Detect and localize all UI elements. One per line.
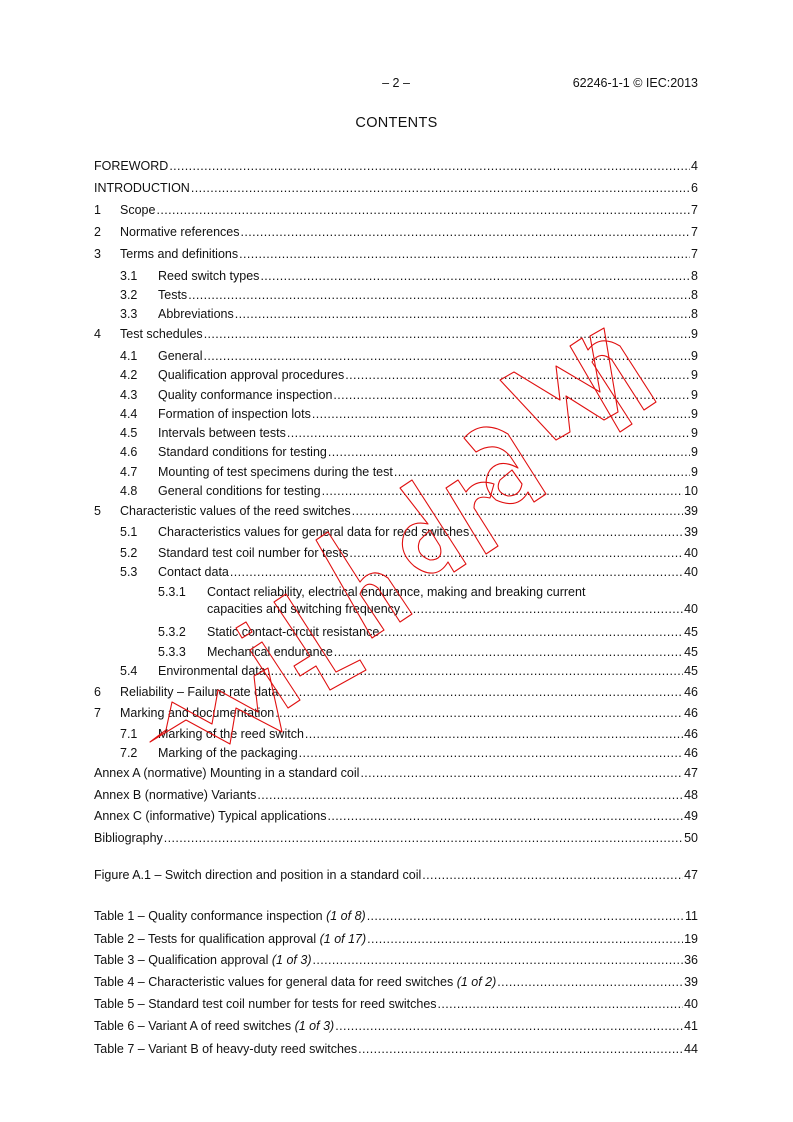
dot-leader: [421, 867, 683, 883]
toc-label-part: (1 of 3): [294, 1019, 335, 1033]
toc-entry[interactable]: [94, 387, 698, 403]
dot-leader: [274, 705, 683, 721]
toc-page-number: 7: [691, 225, 698, 239]
dot-leader: [229, 564, 683, 580]
dot-leader: [344, 367, 690, 383]
toc-page-number: 9: [691, 327, 698, 341]
toc-label: Table 2 – Tests for qualification approval (1 of 17): [94, 932, 367, 946]
toc-page-number: 8: [691, 307, 698, 321]
dot-leader: [168, 158, 690, 174]
toc-label-part: (1 of 8): [326, 909, 366, 923]
toc-label: Mounting of test specimens during the test: [158, 465, 393, 479]
dot-leader: [202, 348, 690, 364]
toc-number: 3.1: [120, 269, 138, 283]
toc-page-number: 36: [684, 953, 698, 967]
toc-page-number: 45: [684, 625, 698, 639]
toc-number: 4.4: [120, 407, 138, 421]
toc-entry[interactable]: [94, 406, 698, 422]
toc-entry[interactable]: [94, 268, 698, 284]
toc-number: 6: [94, 685, 101, 699]
dot-leader: [437, 996, 684, 1012]
toc-label: INTRODUCTION: [94, 181, 190, 195]
toc-number: 4.5: [120, 426, 138, 440]
list-of-tables-entry[interactable]: [94, 996, 698, 1012]
watermark-letter-w2: [500, 328, 618, 440]
toc-label: FOREWORD: [94, 159, 169, 173]
toc-page-number: 39: [684, 504, 698, 518]
dot-leader: [496, 974, 683, 990]
toc-page-number: 45: [684, 645, 698, 659]
toc-page-number: 46: [684, 746, 698, 760]
toc-number: 5.4: [120, 664, 138, 678]
toc-entry[interactable]: [94, 224, 698, 240]
list-of-tables-entry[interactable]: [94, 952, 698, 968]
dot-leader: [298, 745, 683, 761]
toc-entry[interactable]: [94, 684, 698, 700]
toc-label: Mechanical endurance: [207, 645, 333, 659]
toc-page-number: 10: [684, 484, 698, 498]
toc-page-number: 49: [684, 809, 698, 823]
toc-page-number: 8: [691, 269, 698, 283]
list-of-tables-entry[interactable]: [94, 1018, 698, 1034]
toc-label: Terms and definitions: [120, 247, 239, 261]
toc-entry[interactable]: [94, 624, 698, 640]
toc-label: Table 7 – Variant B of heavy-duty reed switches: [94, 1042, 358, 1056]
toc-entry[interactable]: [94, 246, 698, 262]
toc-entry[interactable]: [94, 287, 698, 303]
toc-page-number: 46: [684, 706, 698, 720]
dot-leader: [163, 830, 683, 846]
toc-label: Table 1 – Quality conformance inspection (1 of 8): [94, 909, 366, 923]
toc-entry-continuation[interactable]: [207, 601, 698, 617]
toc-page-number: 19: [684, 932, 698, 946]
toc-label: Formation of inspection lots: [158, 407, 311, 421]
toc-number: 4.3: [120, 388, 138, 402]
list-of-figures-entry[interactable]: [94, 867, 698, 883]
toc-entry[interactable]: [94, 503, 698, 519]
toc-page-number: 9: [691, 445, 698, 459]
toc-label: Static contact-circuit resistance: [207, 625, 380, 639]
toc-label: Marking of the packaging: [158, 746, 298, 760]
toc-number: 3.3: [120, 307, 138, 321]
toc-page-number: 48: [684, 788, 698, 802]
dot-leader: [348, 545, 683, 561]
toc-page-number: 47: [684, 868, 698, 882]
toc-number: 7: [94, 706, 101, 720]
toc-page-number: 40: [684, 565, 698, 579]
dot-leader: [155, 202, 690, 218]
dot-leader: [259, 268, 690, 284]
toc-label: Characteristics values for general data for reed switches: [158, 525, 470, 539]
toc-entry[interactable]: [94, 425, 698, 441]
dot-leader: [327, 808, 684, 824]
toc-label: Table 4 – Characteristic values for general data for reed switches (1 of 2): [94, 975, 497, 989]
toc-entry[interactable]: [94, 726, 698, 742]
toc-entry[interactable]: [94, 787, 698, 803]
dot-leader: [238, 246, 690, 262]
toc-number: 4.7: [120, 465, 138, 479]
toc-entry[interactable]: [94, 705, 698, 721]
toc-label: Standard conditions for testing: [158, 445, 327, 459]
dot-leader: [400, 601, 683, 617]
toc-entry[interactable]: [94, 444, 698, 460]
toc-page-number: 45: [684, 664, 698, 678]
toc-number: 5.3: [120, 565, 138, 579]
toc-label: General: [158, 349, 203, 363]
list-of-tables-entry[interactable]: [94, 931, 698, 947]
dot-leader: [240, 224, 691, 240]
toc-page-number: 41: [684, 1019, 698, 1033]
toc-entry[interactable]: [94, 326, 698, 342]
dot-leader: [327, 444, 690, 460]
toc-page-number: 9: [691, 368, 698, 382]
list-of-tables-entry[interactable]: [94, 974, 698, 990]
dot-leader: [256, 787, 683, 803]
dot-leader: [312, 952, 684, 968]
dot-leader: [266, 663, 683, 679]
toc-page-number: 6: [691, 181, 698, 195]
toc-page-number: 7: [691, 203, 698, 217]
toc-label: Marking of the reed switch: [158, 727, 304, 741]
toc-label-part: (1 of 17): [319, 932, 367, 946]
toc-label: Contact data: [158, 565, 229, 579]
toc-entry[interactable]: [94, 483, 698, 499]
toc-page-number: 40: [684, 997, 698, 1011]
toc-page-number: 39: [684, 525, 698, 539]
dot-leader: [187, 287, 690, 303]
toc-page-number: 50: [684, 831, 698, 845]
toc-label-part: (1 of 3): [271, 953, 312, 967]
toc-label: Qualification approval procedures: [158, 368, 345, 382]
toc-label: Figure A.1 – Switch direction and position in a standard coil: [94, 868, 422, 882]
toc-entry[interactable]: [94, 663, 698, 679]
dot-leader: [351, 503, 683, 519]
toc-entry[interactable]: [94, 524, 698, 540]
dot-leader: [234, 306, 690, 322]
toc-number: 4.2: [120, 368, 138, 382]
toc-label: General conditions for testing: [158, 484, 321, 498]
toc-page-number: 47: [684, 766, 698, 780]
contents-title: CONTENTS: [355, 115, 438, 131]
toc-entry[interactable]: [94, 644, 698, 660]
toc-label: Bibliography: [94, 831, 163, 845]
dot-leader: [304, 726, 683, 742]
list-of-tables-entry[interactable]: [94, 908, 698, 924]
toc-page-number: 4: [691, 159, 698, 173]
toc-label: Normative references: [120, 225, 240, 239]
toc-label: Contact reliability, electrical endurance, making and breaking current: [207, 585, 586, 599]
toc-label: Table 6 – Variant A of reed switches (1 of 3): [94, 1019, 335, 1033]
toc-number: 5.3.2: [158, 625, 186, 639]
toc-label: capacities and switching frequency: [207, 602, 401, 616]
toc-number: 3.2: [120, 288, 138, 302]
toc-page-number: 8: [691, 288, 698, 302]
toc-label: Annex A (normative) Mounting in a standard coil: [94, 766, 360, 780]
toc-entry[interactable]: [94, 808, 698, 824]
toc-number: 7.1: [120, 727, 138, 741]
toc-number: 5.1: [120, 525, 138, 539]
toc-page-number: 7: [691, 247, 698, 261]
dot-leader: [334, 1018, 683, 1034]
toc-label: Marking and documentation: [120, 706, 275, 720]
dot-leader: [332, 387, 690, 403]
toc-page-number: 9: [691, 426, 698, 440]
toc-number: 2: [94, 225, 101, 239]
toc-entry[interactable]: [94, 745, 698, 761]
page-header-standard: 62246-1-1 © IEC:2013: [572, 76, 698, 90]
toc-number: 3: [94, 247, 101, 261]
toc-label: Intervals between tests: [158, 426, 286, 440]
toc-entry[interactable]: [94, 367, 698, 383]
toc-label: Annex C (informative) Typical applications: [94, 809, 327, 823]
dot-leader: [366, 931, 683, 947]
toc-number: 1: [94, 203, 101, 217]
dot-leader: [366, 908, 684, 924]
toc-entry[interactable]: [94, 584, 698, 600]
toc-page-number: 11: [685, 909, 698, 923]
toc-number: 4.1: [120, 349, 138, 363]
toc-label: Standard test coil number for tests: [158, 546, 349, 560]
toc-label: Test schedules: [120, 327, 203, 341]
toc-page-number: 40: [684, 546, 698, 560]
dot-leader: [278, 684, 683, 700]
toc-label: Characteristic values of the reed switches: [120, 504, 351, 518]
toc-page-number: 39: [684, 975, 698, 989]
toc-label: Annex B (normative) Variants: [94, 788, 257, 802]
toc-number: 5.2: [120, 546, 138, 560]
toc-page-number: 46: [684, 685, 698, 699]
toc-entry[interactable]: [94, 158, 698, 174]
dot-leader: [190, 180, 690, 196]
toc-label: Scope: [120, 203, 156, 217]
toc-page-number: 9: [691, 465, 698, 479]
toc-entry[interactable]: [94, 564, 698, 580]
toc-entry[interactable]: [94, 306, 698, 322]
dot-leader: [359, 765, 683, 781]
toc-number: 5: [94, 504, 101, 518]
toc-entry[interactable]: [94, 464, 698, 480]
dot-leader: [393, 464, 690, 480]
toc-number: 7.2: [120, 746, 138, 760]
toc-label: Table 3 – Qualification approval (1 of 3): [94, 953, 312, 967]
toc-label: Table 5 – Standard test coil number for tests for reed switches: [94, 997, 437, 1011]
toc-entry[interactable]: [94, 765, 698, 781]
dot-leader: [286, 425, 690, 441]
toc-label-part: (1 of 2): [456, 975, 497, 989]
toc-number: 4.8: [120, 484, 138, 498]
dot-leader: [203, 326, 690, 342]
toc-number: 5.3.3: [158, 645, 186, 659]
toc-number: 4.6: [120, 445, 138, 459]
toc-page-number: 40: [684, 602, 698, 616]
toc-entry[interactable]: [94, 830, 698, 846]
toc-entry[interactable]: [94, 180, 698, 196]
dot-leader: [469, 524, 683, 540]
dot-leader: [357, 1041, 683, 1057]
page-header-number: – 2 –: [382, 76, 410, 90]
toc-label: Environmental data: [158, 664, 266, 678]
dot-leader: [321, 483, 684, 499]
toc-label: Abbreviations: [158, 307, 234, 321]
toc-entry[interactable]: [94, 202, 698, 218]
dot-leader: [379, 624, 683, 640]
toc-entry[interactable]: [94, 545, 698, 561]
toc-label: Tests: [158, 288, 188, 302]
toc-page-number: 9: [691, 388, 698, 402]
toc-page-number: 44: [684, 1042, 698, 1056]
toc-page-number: 9: [691, 349, 698, 363]
toc-label: Reliability – Failure rate data: [120, 685, 279, 699]
list-of-tables-entry[interactable]: [94, 1041, 698, 1057]
toc-page-number: 9: [691, 407, 698, 421]
toc-number: 4: [94, 327, 101, 341]
dot-leader: [333, 644, 683, 660]
toc-label: Quality conformance inspection: [158, 388, 333, 402]
toc-entry[interactable]: [94, 348, 698, 364]
toc-label: Reed switch types: [158, 269, 260, 283]
toc-page-number: 46: [684, 727, 698, 741]
dot-leader: [311, 406, 690, 422]
toc-number: 5.3.1: [158, 585, 186, 599]
